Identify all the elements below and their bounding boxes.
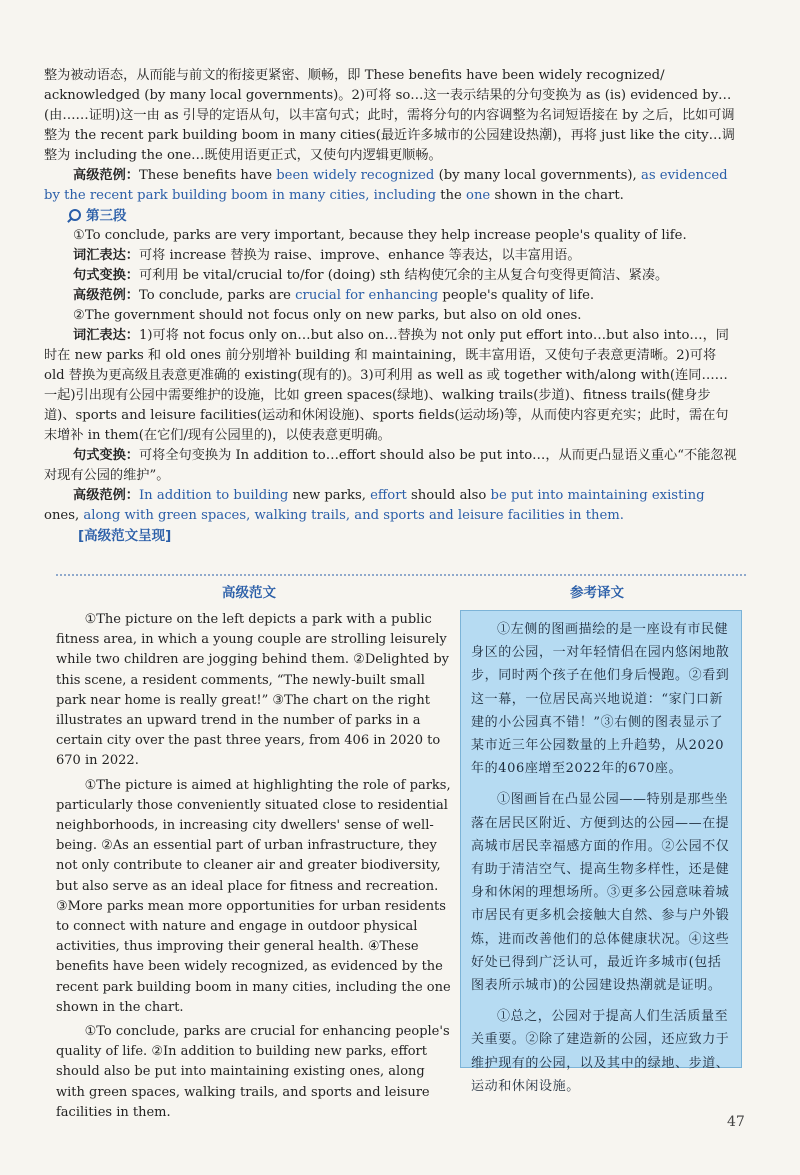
analysis-section [44, 66, 740, 546]
page-number: 47 [727, 1114, 745, 1130]
model-essay [56, 610, 454, 1127]
vocabulary-note-1: 词汇表达：可将 increase 替换为 raise、improve、enhance 等表达，以丰富用语。 [73, 248, 581, 263]
translation-box [460, 610, 742, 1094]
example-sentence-1: 高级范例：These benefits have been widely recognized (by many local governments), as evidenced by the recent park building boom in many cities, including the one shown in the chart. [44, 168, 728, 203]
section-divider [56, 574, 746, 576]
translation-paragraph-2: ①图画旨在凸显公园——特别是那些坐落在居民区附近、方便到达的公园——在提高城市居民幸福感方面的作用。②公园不仅有助于清洁空气、提高生物多样性，还是健身和休闲的理想场所。③更多公园意味着城市居民有更多机会接触大自然、参与户外锻炼，进而改善他们的总体健康状况。④这些好处已得到广泛认可，最近许多城市(包括图表所示城市)的公园建设热潮就是证明。 [471, 792, 730, 994]
model-essay-title: 高级范文 [222, 585, 276, 601]
analysis-paragraph: 整为被动语态，从而能与前文的衔接更紧密、顺畅，即 These benefits have been widely recognized/ acknowledged (by many local governments)。2)可将 so…这一表示结果的分句变换为 as (is) evidenced by…(由……证明)这一由 as 引导的定语从句，以丰富句式；此时，需将分句的内容调整为名词短语接在 by 之后，比如可调整为 the recent park building boom in many cities(最近许多城市的公园建设热潮)，再将 just like the city…调整为 including the one…既使用语更正式，又使句内逻辑更顺畅。 [44, 68, 735, 163]
essay-paragraph-1: ①The picture on the left depicts a park with a public fitness area, in which a young couple are strolling leisurely while two children are jogging behind them. ②Delighted by this scene, a resident comments, “The newly-built small park near home is really great!” ③The chart on the right illustrates an upward trend in the number of parks in a certain city over the past three years, from 406 in 2020 to 670 in 2022. [56, 612, 450, 769]
essay-paragraph-2: ①The picture is aimed at highlighting the role of parks, particularly those conveniently situated close to residential neighborhoods, in increasing city dwellers' sense of well-being. ②As an essential part of urban infrastructure, they not only contribute to cleaner air and greater biodiversity, but also serve as an ideal place for fitness and recreation. ③More parks mean more opportunities for urban residents to connect with nature and engage in outdoor physical activities, thus improving their general health. ④These benefits have been widely recognized, as evidenced by the recent park building boom in many cities, including the one shown in the chart. [56, 777, 451, 1015]
sentence-transform-1: 句式变换：可利用 be vital/crucial to/for (doing) sth 结构使冗余的主从复合句变得更简洁、紧凑。 [73, 268, 669, 283]
vocabulary-note-2: 词汇表达：1)可将 not focus only on…but also on…替换为 not only put effort into…but also into…，同时在 new parks 和 old ones 前分别增补 building 和 maintaining，既丰富用语，又使句子表意更清晰。2)可将 old 替换为更高级且表意更准确的 existing(现有的)。3)可利用 as well as 或 together with/along with(连同……一起)引出现有公园中需要维护的设施，比如 green spaces(绿地)、walking trails(步道)、fitness trails(健身步道)、sports and leisure facilities(运动和休闲设施)、sports fields(运动场)等，从而使内容更充实；此时，需在句末增补 in them(在它们/现有公园里的)，以使表意更明确。 [44, 328, 729, 443]
original-sentence-2: ②The government should not focus only on new parks, but also on old ones. [73, 308, 582, 323]
sentence-transform-2: 句式变换：可将全句变换为 In addition to…effort should also be put into…，从而更凸显语义重心“不能忽视对现有公园的维护”。 [44, 448, 737, 483]
translation-title: 参考译文 [570, 585, 624, 601]
translation-paragraph-3: ①总之，公园对于提高人们生活质量至关重要。②除了建造新的公园，还应致力于维护现有的公园，以及其中的绿地、步道、运动和休闲设施。 [471, 1009, 730, 1094]
example-sentence-3: 高级范例：In addition to building new parks, effort should also be put into maintaining existing ones, along with green spaces, walking trails, and sports and leisure facilities in them. [44, 488, 705, 523]
example-sentence-2: 高级范例：To conclude, parks are crucial for enhancing people's quality of life. [73, 288, 595, 303]
model-essay-tag: [高级范文呈现] [78, 528, 172, 544]
original-sentence-1: ①To conclude, parks are very important, because they help increase people's quality of life. [73, 228, 687, 243]
paragraph-three-heading: 第三段 [66, 206, 740, 226]
translation-paragraph-1: ①左侧的图画描绘的是一座设有市民健身区的公园，一对年轻情侣在园内悠闲地散步，同时两个孩子在他们身后慢跑。②看到这一幕，一位居民高兴地说道：“家门口新建的小公园真不错！”③右侧的图表显示了某市近三年公园数量的上升趋势，从2020年的406座增至2022年的670座。 [471, 622, 730, 777]
search-icon [66, 209, 80, 223]
essay-paragraph-3: ①To conclude, parks are crucial for enhancing people's quality of life. ②In addition to building new parks, effort should also be put into maintaining existing ones, along with green spaces, walking trails, and sports and leisure facilities in them. [56, 1024, 450, 1120]
